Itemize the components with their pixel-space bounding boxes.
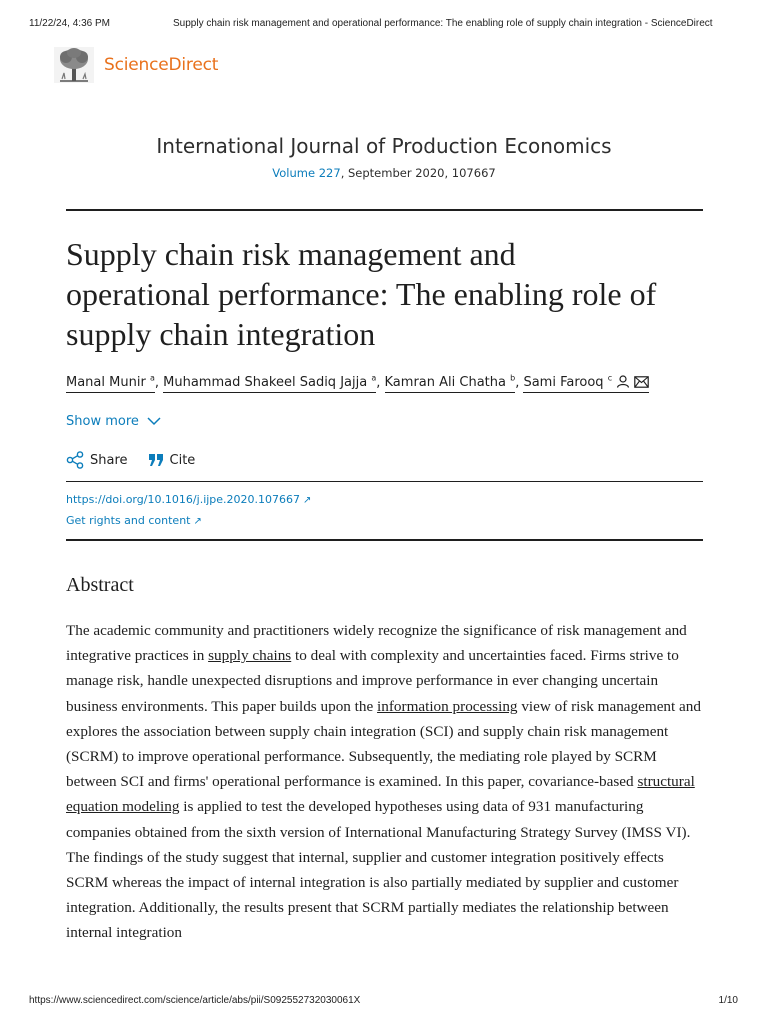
elsevier-tree-icon (52, 45, 96, 85)
volume-date: , September 2020, 107667 (340, 166, 496, 180)
abstract-text: The academic community and practitioners widely recognize the significance of risk management and integrative practices in supply chains to deal with complexity and uncertainties faced. Firms strive to manage risk, handle unexpected disruptions and improve performance in ever changing uncertain business environments. This paper builds upon the information processing view of risk management and explores the association between supply chain integration (SCI) and supply chain risk management (SCRM) to improve operational performance. Subsequently, the mediating role played by SCRM between SCI and firms' operational performance is examined. In this paper, covariance-based structural equation modeling is applied to test the developed hypotheses using data of 931 manufacturing companies obtained from the sixth version of International Manufacturing Strategy Survey (IMSS VI). The findings of the study suggest that internal, supplier and customer integration positively effects SCRM whereas the impact of internal integration is also partially mediated by supplier and customer integration. Additionally, the results present that SCRM partially mediates the relationship between internal integration (66, 622, 701, 942)
doi-link[interactable]: https://doi.org/10.1016/j.ijpe.2020.107667 ↗ (66, 493, 312, 506)
volume-link[interactable]: Volume 227 (272, 166, 341, 180)
topic-link-structural-equation-modeling[interactable]: structural equation modeling (66, 773, 695, 816)
show-more-label: Show more (66, 414, 139, 429)
quote-icon (148, 453, 164, 467)
sciencedirect-wordmark: ScienceDirect (104, 55, 219, 75)
external-arrow-icon: ↗ (303, 495, 312, 506)
volume-info (0, 166, 768, 180)
divider (66, 481, 703, 482)
person-icon (616, 375, 630, 388)
author-link[interactable]: Sami Farooq $^c$ (523, 375, 649, 393)
author-separator: , (376, 375, 381, 391)
topic-link-information-processing[interactable]: information processing (377, 697, 518, 715)
author-list (66, 374, 706, 392)
sciencedirect-logo[interactable] (52, 44, 218, 86)
print-page-title: Supply chain risk management and operational performance: The enabling role of supply chain integration - ScienceDirect (173, 18, 713, 29)
author-link[interactable]: Manal Munir $^a$ (66, 375, 155, 393)
author-separator: , (154, 375, 159, 391)
affiliation-marker: c (607, 374, 613, 383)
affiliation-marker: a (371, 374, 377, 383)
share-icon (66, 451, 84, 469)
cite-label: Cite (169, 452, 196, 468)
affiliation-marker: b (510, 374, 516, 383)
show-more-button[interactable] (66, 414, 161, 429)
title-line: supply chain integration (66, 316, 376, 352)
topic-link-supply-chains[interactable]: supply chains (208, 647, 292, 665)
external-arrow-icon: ↗ (193, 516, 202, 527)
journal-title[interactable]: International Journal of Production Economics (156, 134, 612, 158)
affiliation-marker: a (149, 374, 155, 383)
chevron-down-icon (147, 417, 161, 426)
abstract-heading: Abstract (66, 574, 134, 596)
author-separator: , (515, 375, 520, 391)
print-date: 11/22/24, 4:36 PM (29, 18, 110, 29)
author-link[interactable]: Kamran Ali Chatha $^b$ (385, 375, 516, 393)
title-line: operational performance: The enabling role of (66, 276, 657, 312)
author-link[interactable]: Muhammad Shakeel Sadiq Jajja $^a$ (163, 375, 376, 393)
print-url: https://www.sciencedirect.com/science/article/abs/pii/S092552732030061X (29, 995, 361, 1006)
title-line: Supply chain risk management and (66, 236, 516, 272)
article-title (66, 234, 716, 354)
divider (66, 209, 703, 211)
share-button[interactable] (66, 451, 128, 469)
cite-button[interactable] (148, 453, 196, 468)
article-actions (66, 451, 215, 469)
share-label: Share (90, 452, 128, 468)
rights-link[interactable]: Get rights and content ↗ (66, 514, 202, 527)
page-number: 1/10 (718, 995, 738, 1006)
envelope-icon (634, 376, 649, 388)
divider (66, 539, 703, 541)
